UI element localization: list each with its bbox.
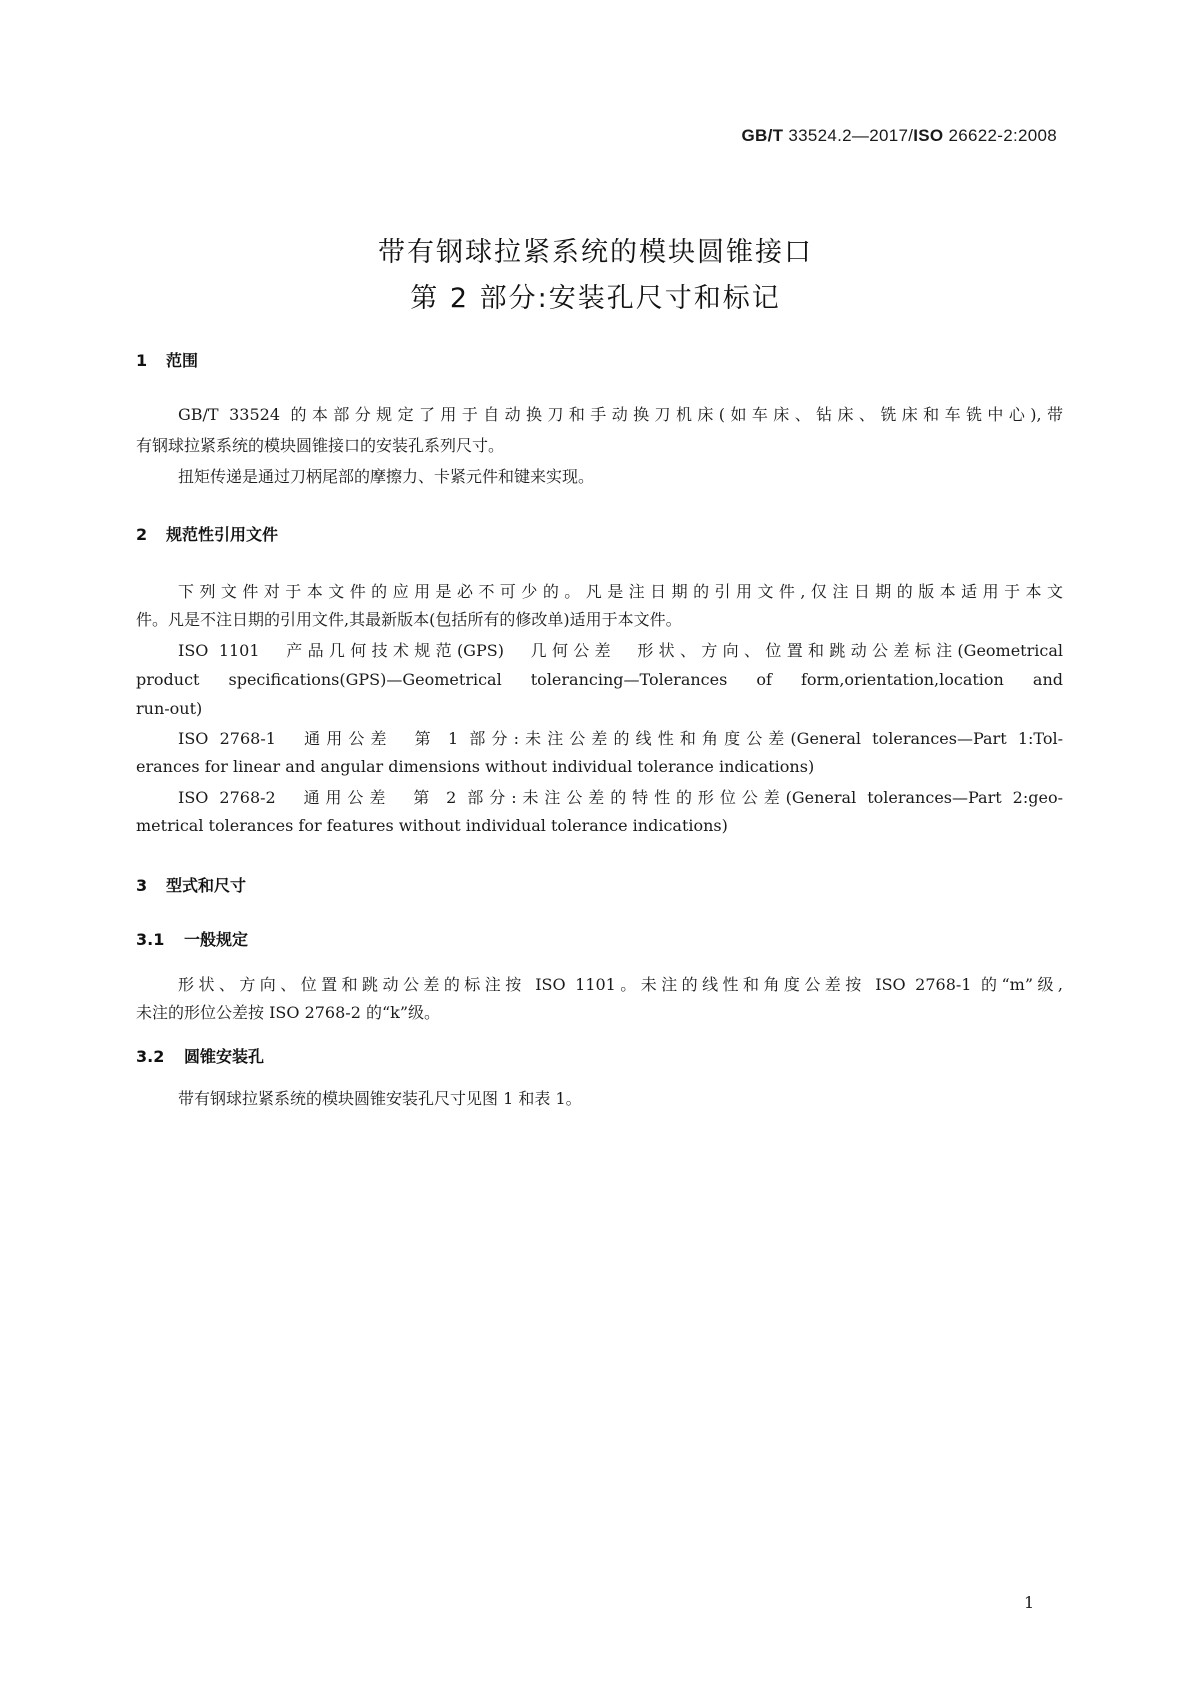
- section-2-number: 2: [136, 525, 148, 544]
- ref-iso2768-1-line-1: ISO 2768-1 通用公差 第 1 部分:未注公差的线性和角度公差(General tolerances—Part 1:Tol-: [178, 729, 1063, 748]
- std-prefix: GB/T: [741, 126, 784, 145]
- section-3-2-title: 圆锥安装孔: [184, 1047, 265, 1066]
- ref-iso2768-2-line-1: ISO 2768-2 通用公差 第 2 部分:未注公差的特性的形位公差(General tolerances—Part 2:geo-: [178, 788, 1063, 807]
- ref-iso1101-line-2: product specifications(GPS)—Geometrical tolerancing—Tolerances of form,orientation,location and: [136, 670, 1063, 689]
- general-rules-line-1: 形状、方向、位置和跳动公差的标注按 ISO 1101。未注的线性和角度公差按 ISO 2768-1 的“m”级,: [178, 975, 1063, 994]
- ref-iso1101-line-3: run-out): [136, 699, 203, 718]
- section-3-1-heading: [136, 927, 248, 950]
- section-3-number: 3: [136, 876, 148, 895]
- refs-intro-line-2: 件。凡是不注日期的引用文件,其最新版本(包括所有的修改单)适用于本文件。: [136, 610, 682, 629]
- page-number: 1: [1024, 1593, 1035, 1612]
- section-1-number: 1: [136, 351, 148, 370]
- std-number-b: 26622-2:2008: [943, 126, 1057, 145]
- ref-iso2768-1-line-2: erances for linear and angular dimensions without individual tolerance indications): [136, 757, 815, 776]
- taper-bore-line-1: 带有钢球拉紧系统的模块圆锥安装孔尺寸见图 1 和表 1。: [178, 1089, 582, 1108]
- general-rules-line-2: 未注的形位公差按 ISO 2768-2 的“k”级。: [136, 1003, 441, 1022]
- section-1-heading: [136, 348, 198, 371]
- document-title-line-1: 带有钢球拉紧系统的模块圆锥接口: [378, 237, 813, 268]
- section-2-title: 规范性引用文件: [166, 525, 279, 544]
- scope-para-1-line-2: 有钢球拉紧系统的模块圆锥接口的安装孔系列尺寸。: [136, 436, 505, 455]
- section-1-title: 范围: [166, 351, 199, 370]
- refs-intro-line-1: 下列文件对于本文件的应用是必不可少的。凡是注日期的引用文件,仅注日期的版本适用于本文: [178, 582, 1063, 601]
- scope-para-1-line-1: GB/T 33524 的本部分规定了用于自动换刀和手动换刀机床(如车床、钻床、铣床和车铣中心),带: [178, 405, 1063, 424]
- document-title-line-2: 第 2 部分:安装孔尺寸和标记: [410, 283, 781, 314]
- section-3-2-heading: [136, 1044, 264, 1067]
- section-3-1-number: 3.1: [136, 930, 165, 949]
- std-iso: ISO: [913, 126, 944, 145]
- standard-number: [742, 126, 1057, 146]
- section-3-heading: [136, 873, 246, 896]
- ref-iso2768-2-line-2: metrical tolerances for features without individual tolerance indications): [136, 816, 728, 835]
- ref-iso1101-line-1: ISO 1101 产品几何技术规范(GPS) 几何公差 形状、方向、位置和跳动公差标注(Geometrical: [178, 641, 1063, 660]
- section-3-title: 型式和尺寸: [166, 876, 247, 895]
- section-2-heading: [136, 522, 278, 545]
- section-3-1-title: 一般规定: [184, 930, 249, 949]
- scope-para-2: 扭矩传递是通过刀柄尾部的摩擦力、卡紧元件和键来实现。: [178, 467, 595, 486]
- section-3-2-number: 3.2: [136, 1047, 165, 1066]
- std-number-a: 33524.2—2017/: [783, 126, 914, 145]
